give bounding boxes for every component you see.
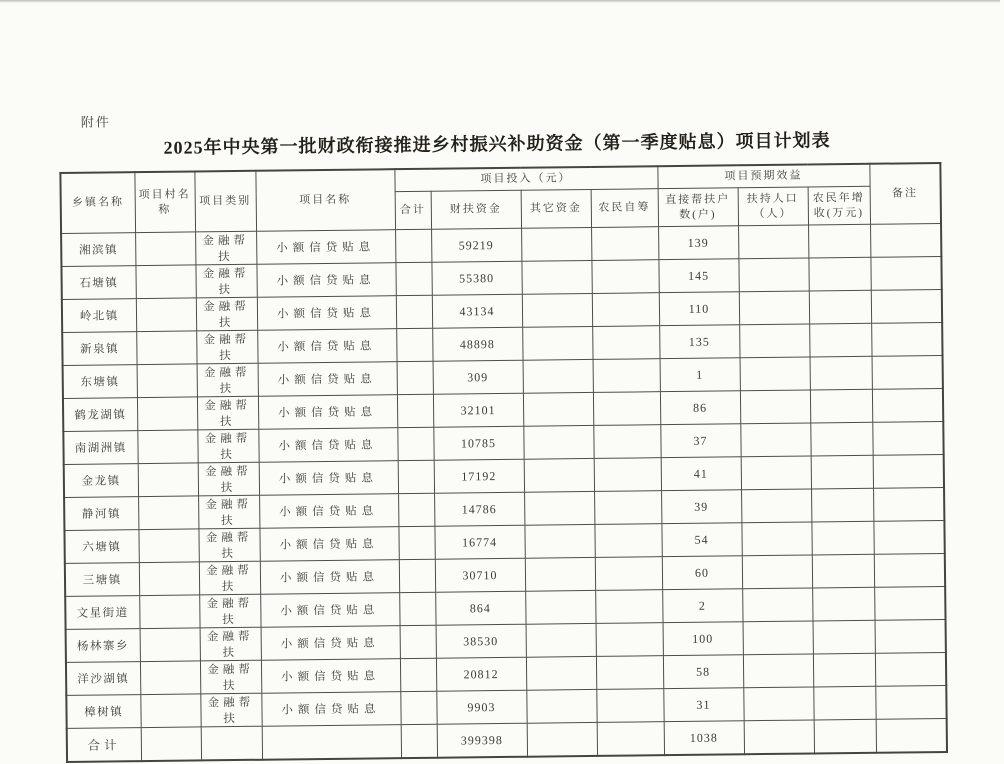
cell-village (136, 331, 196, 365)
cell-income (813, 686, 875, 720)
cell-population (740, 390, 810, 424)
cell-other-funds (522, 293, 592, 327)
cell-households: 41 (661, 457, 741, 491)
cell-project: 小额信贷贴息 (261, 659, 400, 694)
cell-village (140, 661, 200, 695)
cell-remarks (875, 652, 946, 686)
attachment-label: 附件 (80, 114, 111, 130)
cell-fiscal-funds: 55380 (431, 261, 521, 295)
cell-township: 杨林寨乡 (66, 629, 140, 663)
cell-other-funds (521, 227, 591, 261)
cell-project: 小额信贷贴息 (256, 263, 395, 298)
cell-project: 小额信贷贴息 (257, 296, 396, 331)
cell-farmer-self (591, 227, 658, 261)
cell-village (138, 529, 198, 563)
cell-township: 合计 (67, 728, 141, 762)
cell-total (398, 526, 434, 559)
cell-fiscal-funds: 9903 (436, 690, 526, 724)
cell-total (395, 262, 431, 295)
cell-income (811, 455, 873, 489)
cell-remarks (871, 322, 942, 356)
cell-population (738, 258, 808, 292)
cell-population (743, 621, 813, 655)
cell-category: 金融帮扶 (196, 330, 257, 364)
cell-project: 小额信贷贴息 (259, 494, 398, 529)
cell-category: 金融帮扶 (197, 363, 258, 397)
cell-township: 文星街道 (65, 596, 139, 630)
cell-category: 金融帮扶 (200, 693, 261, 727)
cell-category: 金融帮扶 (198, 528, 259, 562)
cell-income (809, 290, 871, 324)
cell-other-funds (523, 359, 593, 393)
cell-fiscal-funds: 43134 (432, 294, 522, 328)
cell-village (139, 562, 199, 596)
col-header-households: 直接帮扶户数(户) (658, 188, 738, 227)
cell-population (739, 324, 809, 358)
cell-project: 小额信贷贴息 (260, 593, 399, 628)
cell-fiscal-funds: 16774 (434, 525, 524, 559)
cell-category: 金融帮扶 (195, 264, 256, 298)
cell-farmer-self (592, 326, 659, 360)
cell-farmer-self (591, 260, 658, 294)
col-header-project: 项目名称 (255, 169, 395, 231)
cell-remarks (874, 586, 945, 620)
cell-farmer-self (594, 491, 661, 525)
cell-population (739, 291, 809, 325)
cell-project: 小额信贷贴息 (258, 428, 397, 463)
cell-households: 1038 (664, 721, 744, 755)
cell-population (738, 225, 808, 259)
col-header-farmer-self: 农民自筹 (591, 189, 658, 228)
cell-income (810, 422, 872, 456)
cell-village (138, 463, 198, 497)
cell-township: 湘滨镇 (61, 233, 135, 267)
cell-income (808, 224, 870, 258)
col-group-investment: 项目投入（元） (394, 166, 657, 191)
cell-village (137, 397, 197, 431)
col-header-remarks: 备注 (869, 163, 941, 224)
cell-other-funds (524, 524, 594, 558)
cell-category: 金融帮扶 (198, 495, 259, 529)
cell-other-funds (526, 623, 596, 657)
cell-farmer-self (594, 524, 661, 558)
cell-project: 小额信贷贴息 (258, 362, 397, 397)
cell-income (811, 521, 873, 555)
cell-other-funds (524, 491, 594, 525)
cell-other-funds (527, 722, 597, 756)
cell-households: 1 (660, 358, 740, 392)
cell-households: 2 (662, 589, 742, 623)
cell-category: 金融帮扶 (199, 561, 260, 595)
cell-village (140, 628, 200, 662)
cell-fiscal-funds: 10785 (433, 426, 523, 460)
cell-income (810, 389, 872, 423)
cell-village (135, 232, 195, 266)
cell-village (137, 364, 197, 398)
cell-households: 86 (660, 391, 740, 425)
cell-fiscal-funds: 48898 (432, 327, 522, 361)
cell-farmer-self (595, 557, 662, 591)
cell-township: 静河镇 (64, 497, 138, 531)
cell-village (141, 727, 201, 761)
cell-category: 金融帮扶 (197, 396, 258, 430)
cell-remarks (873, 454, 944, 488)
cell-project: 小额信贷贴息 (260, 560, 399, 595)
cell-project: 小额信贷贴息 (261, 626, 400, 661)
cell-income (811, 488, 873, 522)
cell-other-funds (523, 392, 593, 426)
cell-farmer-self (595, 590, 662, 624)
cell-township: 金龙镇 (64, 464, 138, 498)
cell-township: 樟树镇 (66, 695, 140, 729)
cell-category: 金融帮扶 (195, 231, 256, 265)
cell-remarks (872, 355, 943, 389)
cell-fiscal-funds: 30710 (435, 558, 525, 592)
page-title: 2025年中央第一批财政衔接推进乡村振兴补助资金（第一季度贴息）项目计划表 (163, 130, 831, 158)
cell-village (135, 265, 195, 299)
cell-households: 54 (661, 523, 741, 557)
cell-total (399, 592, 435, 625)
cell-total (397, 394, 433, 427)
cell-population (742, 555, 812, 589)
cell-total (395, 229, 431, 262)
cell-total (398, 493, 434, 526)
cell-township: 岭北镇 (62, 299, 136, 333)
cell-households: 100 (663, 622, 743, 656)
cell-fiscal-funds: 59219 (431, 228, 521, 262)
cell-remarks (876, 718, 947, 752)
cell-village (136, 298, 196, 332)
cell-category: 金融帮扶 (199, 594, 260, 628)
cell-category: 金融帮扶 (200, 627, 261, 661)
cell-population (744, 720, 814, 754)
cell-other-funds (524, 458, 594, 492)
cell-income (808, 257, 870, 291)
cell-households: 145 (658, 259, 738, 293)
cell-township: 南湖洲镇 (63, 431, 137, 465)
cell-category (201, 726, 262, 760)
cell-farmer-self (597, 722, 664, 756)
cell-income (813, 620, 875, 654)
cell-township: 新泉镇 (62, 332, 136, 366)
cell-fiscal-funds: 38530 (436, 624, 526, 658)
cell-fiscal-funds: 14786 (434, 492, 524, 526)
cell-income (814, 719, 876, 753)
cell-fiscal-funds: 309 (433, 360, 523, 394)
cell-project: 小额信贷贴息 (259, 461, 398, 496)
cell-population (743, 687, 813, 721)
cell-farmer-self (593, 392, 660, 426)
cell-remarks (872, 421, 943, 455)
cell-income (812, 587, 874, 621)
cell-total (397, 427, 433, 460)
cell-category: 金融帮扶 (198, 462, 259, 496)
cell-households: 110 (659, 292, 739, 326)
cell-total (400, 658, 436, 691)
cell-total (400, 691, 436, 724)
cell-project: 小额信贷贴息 (261, 692, 400, 727)
cell-households: 37 (660, 424, 740, 458)
cell-income (813, 653, 875, 687)
cell-population (743, 654, 813, 688)
table-body (61, 223, 947, 761)
cell-other-funds (525, 590, 595, 624)
col-header-category: 项目类别 (194, 171, 256, 232)
cell-project: 小额信贷贴息 (258, 395, 397, 430)
cell-households: 31 (663, 688, 743, 722)
cell-village (140, 694, 200, 728)
cell-other-funds (521, 260, 591, 294)
col-header-village: 项目村名称 (134, 171, 195, 232)
cell-population (741, 522, 811, 556)
cell-village (139, 595, 199, 629)
cell-township: 三塘镇 (65, 563, 139, 597)
cell-population (741, 456, 811, 490)
cell-total (397, 361, 433, 394)
cell-farmer-self (593, 425, 660, 459)
cell-remarks (875, 619, 946, 653)
col-header-fiscal-funds: 财扶资金 (431, 190, 521, 229)
cell-households: 135 (659, 325, 739, 359)
cell-total (399, 559, 435, 592)
cell-township: 六塘镇 (64, 530, 138, 564)
cell-project: 小额信贷贴息 (259, 527, 398, 562)
cell-other-funds (526, 656, 596, 690)
cell-fiscal-funds: 17192 (434, 459, 524, 493)
cell-remarks (870, 256, 941, 290)
cell-remarks (874, 553, 945, 587)
cell-other-funds (526, 689, 596, 723)
cell-remarks (873, 487, 944, 521)
cell-township: 石塘镇 (61, 266, 135, 300)
cell-total (396, 328, 432, 361)
cell-population (742, 588, 812, 622)
cell-income (809, 323, 871, 357)
cell-total (401, 724, 437, 758)
cell-fiscal-funds: 864 (435, 591, 525, 625)
cell-other-funds (522, 326, 592, 360)
cell-remarks (875, 685, 946, 719)
cell-township: 洋沙湖镇 (66, 662, 140, 696)
cell-farmer-self (596, 623, 663, 657)
cell-remarks (870, 223, 941, 257)
cell-other-funds (525, 557, 595, 591)
cell-farmer-self (594, 458, 661, 492)
col-header-population: 扶持人口（人） (738, 187, 808, 226)
cell-farmer-self (593, 359, 660, 393)
col-header-township: 乡镇名称 (60, 172, 135, 233)
cell-total (400, 625, 436, 658)
cell-fiscal-funds: 20812 (436, 657, 526, 691)
cell-total (396, 295, 432, 328)
cell-households: 139 (658, 226, 738, 260)
cell-population (741, 489, 811, 523)
cell-remarks (871, 289, 942, 323)
cell-farmer-self (592, 293, 659, 327)
cell-fiscal-funds: 32101 (433, 393, 523, 427)
cell-households: 58 (663, 655, 743, 689)
cell-village (138, 496, 198, 530)
cell-project (262, 725, 401, 760)
cell-income (812, 554, 874, 588)
cell-fiscal-funds: 399398 (437, 723, 527, 758)
col-header-other-funds: 其它资金 (521, 189, 591, 228)
cell-category: 金融帮扶 (200, 660, 261, 694)
cell-total (398, 460, 434, 493)
col-group-benefit: 项目预期效益 (657, 164, 869, 189)
cell-remarks (872, 388, 943, 422)
cell-category: 金融帮扶 (196, 297, 257, 331)
cell-project: 小额信贷贴息 (256, 230, 395, 265)
col-header-income: 农民年增收(万元) (808, 186, 870, 225)
cell-income (810, 356, 872, 390)
cell-township: 鹤龙湖镇 (63, 398, 137, 432)
cell-population (740, 357, 810, 391)
col-header-total: 合计 (395, 191, 431, 229)
cell-category: 金融帮扶 (197, 429, 258, 463)
cell-farmer-self (596, 689, 663, 723)
cell-population (740, 423, 810, 457)
cell-township: 东塘镇 (63, 365, 137, 399)
cell-households: 39 (661, 490, 741, 524)
cell-farmer-self (596, 656, 663, 690)
cell-village (137, 430, 197, 464)
cell-other-funds (523, 425, 593, 459)
cell-remarks (873, 520, 944, 554)
project-plan-table (59, 162, 948, 763)
cell-project: 小额信贷贴息 (257, 329, 396, 364)
cell-households: 60 (662, 556, 742, 590)
